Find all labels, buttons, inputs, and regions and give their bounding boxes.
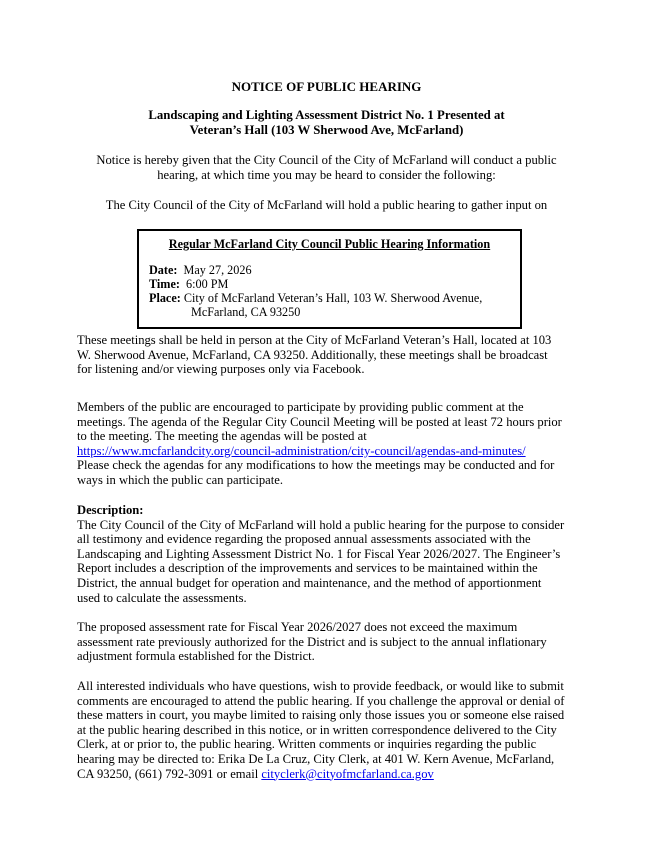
date-row xyxy=(149,263,252,277)
description-line-5: District, the annual budget for operation and maintenance, and the method of apportionment xyxy=(77,575,542,590)
notice-line-2: hearing, at which time you may be heard to consider the following: xyxy=(157,167,496,182)
notice-title: NOTICE OF PUBLIC HEARING xyxy=(231,79,422,94)
participation-line-5: Please check the agendas for any modifications to how the meetings may be conducted and for xyxy=(77,458,555,473)
time-label: Time: xyxy=(149,277,180,291)
hearing-info-heading: Regular McFarland City Council Public Hearing Information xyxy=(168,237,491,251)
place-value-line-1: City of McFarland Veteran’s Hall, 103 W. Sherwood Avenue, xyxy=(183,291,483,305)
description-section xyxy=(77,503,580,605)
place-label: Place: xyxy=(149,291,181,305)
subtitle-line-2: Veteran’s Hall (103 W Sherwood Ave, McFarland) xyxy=(189,123,464,137)
date-label: Date: xyxy=(149,263,178,277)
participation-paragraph xyxy=(77,400,580,488)
rate-paragraph xyxy=(77,620,580,664)
description-line-2: all testimony and evidence regarding the proposed annual assessments associated with the xyxy=(77,532,531,547)
place-value-line-2: McFarland, CA 93250 xyxy=(191,305,301,319)
hearing-info-box xyxy=(137,229,522,329)
contact-line-3: these matters in court, you maybe limited to raising only those issues you or someone else raised xyxy=(77,708,565,723)
description-line-3: Landscaping and Lighting Assessment District No. 1 for Fiscal Year 2026/2027. The Engineer’s xyxy=(77,546,561,561)
subtitle-line-1: Landscaping and Lighting Assessment District No. 1 Presented at xyxy=(148,108,505,122)
contact-line-2: comments are encouraged to attend the public hearing. If you challenge the approval or denial of xyxy=(77,693,565,708)
agendas-link[interactable]: https://www.mcfarlandcity.org/council-administration/city-council/agendas-and-minutes/ xyxy=(77,443,526,458)
rate-line-3: adjustment formula established for the District. xyxy=(77,649,315,664)
time-row xyxy=(149,277,228,291)
description-line-4: Report includes a description of the improvements and services to be maintained within the xyxy=(77,561,538,576)
description-line-1: The City Council of the City of McFarland will hold a public hearing for the purpose to consider xyxy=(77,517,565,532)
meetings-line-1: These meetings shall be held in person at the City of McFarland Veteran’s Hall, located at 103 xyxy=(77,333,552,347)
notice-subtitle xyxy=(60,108,593,138)
notice-statement xyxy=(80,153,573,182)
participation-line-6: ways in which the public can participate. xyxy=(77,472,283,487)
time-value: 6:00 PM xyxy=(186,277,229,291)
place-row xyxy=(149,291,482,305)
contact-line-4: at the public hearing described in this notice, or in written correspondence delivered to the City xyxy=(77,722,557,737)
rate-line-1: The proposed assessment rate for Fiscal Year 2026/2027 does not exceed the maximum xyxy=(77,620,518,634)
contact-paragraph xyxy=(77,679,580,781)
contact-line-1: All interested individuals who have questions, wish to provide feedback, or would like to submit xyxy=(77,679,564,693)
participation-line-1: Members of the public are encouraged to participate by providing public comment at the xyxy=(77,400,524,414)
contact-line-7-prefix: CA 93250, (661) 792-3091 or email xyxy=(77,766,262,781)
meetings-line-3: for listening and/or viewing purposes only via Facebook. xyxy=(77,362,365,377)
contact-line-7 xyxy=(77,767,580,782)
meetings-line-2: W. Sherwood Avenue, McFarland, CA 93250. Additionally, these meetings shall be broadcast xyxy=(77,347,548,362)
description-heading: Description: xyxy=(77,503,144,517)
intro-line: The City Council of the City of McFarland will hold a public hearing to gather input on xyxy=(105,198,548,212)
description-line-6: used to calculate the assessments. xyxy=(77,590,247,605)
clerk-email-link[interactable]: cityclerk@cityofmcfarland.ca.gov xyxy=(261,766,434,781)
participation-line-3: to the meeting. The meeting the agendas will be posted at xyxy=(77,429,367,444)
date-value: May 27, 2026 xyxy=(183,263,252,277)
rate-line-2: assessment rate previously authorized for the District and is subject to the annual inflationary xyxy=(77,634,547,649)
contact-line-6: hearing may be directed to: Erika De La Cruz, City Clerk, at 401 W. Kern Avenue, McFarland, xyxy=(77,751,555,766)
meetings-paragraph xyxy=(77,333,580,377)
participation-line-2: meetings. The agenda of the Regular City Council Meeting will be posted at least 72 hours prior xyxy=(77,414,562,429)
contact-line-5: Clerk, at or prior to, the public hearing. Written comments or inquiries regarding the public xyxy=(77,737,537,752)
notice-line-1: Notice is hereby given that the City Council of the City of McFarland will conduct a public xyxy=(96,153,557,167)
